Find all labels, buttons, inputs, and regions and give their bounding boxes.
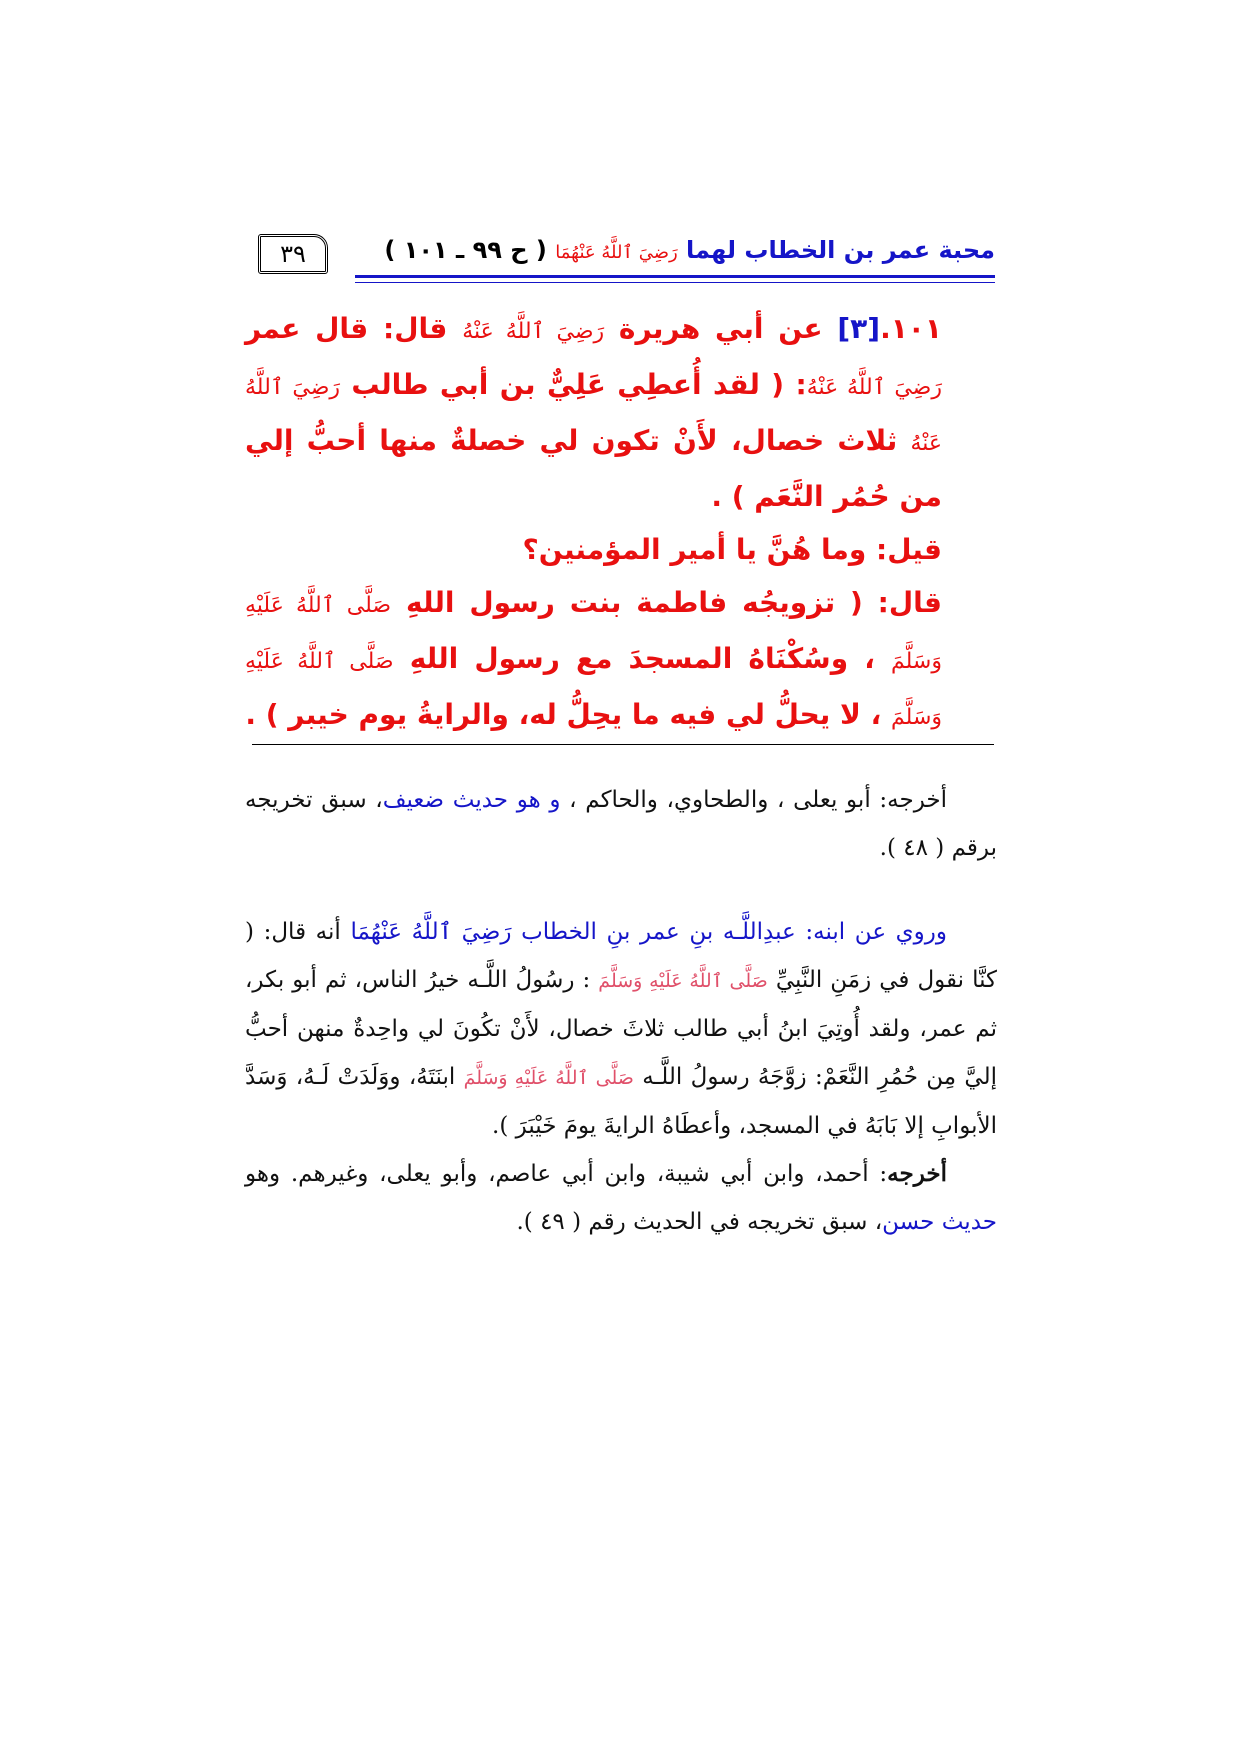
honorific: رَضِيَ ٱللَّهُ عَنْهُ <box>462 319 605 344</box>
note-text: أنه قال: ( كنَّا نقول في زمَنِ النَّبِيِّ <box>245 919 997 993</box>
note-text: : رسُولُ اللَّـه خيرُ الناس، ثم أبو بكر، ثم عمر، ولقد أُوتِيَ ابنُ أبي طالب ثلاثَ خصال، لأَنْ تكُونَ لي واحِدةٌ منهن أحبُّ إليَّ مِن حُمُرِ النَّعَمْ: زوَّجَهُ رسولُ اللَّـه <box>245 967 997 1090</box>
salutation: صَلَّى ٱللَّهُ عَلَيْهِ وَسَلَّمَ <box>245 649 942 730</box>
note-text: ، سبق تخريجه برقم ( ٤٨ ). <box>245 787 997 861</box>
header-rule-thin <box>355 282 995 283</box>
ibn-umar-report <box>245 908 997 1150</box>
hadith-paragraph <box>245 302 997 523</box>
takhrij-note-1 <box>245 776 997 872</box>
hadith-number: ١٠١. <box>880 312 942 345</box>
header-rule <box>355 275 995 278</box>
note-text: ابنَتَهُ، ووَلَدَتْ لَـهُ، وَسَدَّ الأبوابِ إلا بَابَهُ في المسجد، وأعطَاهُ الرايةَ يومَ خَيْبَرَ ). <box>245 1064 997 1139</box>
hadith-segment: ، وسُكْنَاهُ المسجدَ مع رسول اللهِ <box>393 642 891 675</box>
hadith-answer <box>245 576 997 744</box>
hadith-segment: قال: قال عمر <box>245 312 463 345</box>
hadith-segment: ثلاث خصال، لأَنْ تكون لي خصلةٌ منها أحبُّ إلي من حُمُر النَّعَم ) . <box>245 424 942 513</box>
running-header-range: ( ح ٩٩ ـ ١٠١ ) <box>384 236 547 264</box>
hadith-segment: قال: ( تزويجُه فاطمة بنت رسول اللهِ <box>391 586 942 619</box>
hadith-segment: : ( لقد أُعطِي عَلِيٌّ بن أبي طالب <box>340 368 807 401</box>
note-text: أخرجه: أبو يعلى ، والطحاوي، والحاكم ، <box>560 787 947 813</box>
footnotes <box>245 776 997 1246</box>
hadith-grade: و هو حديث ضعيف <box>382 787 561 813</box>
salutation: صَلَّى ٱللَّهُ عَلَيْهِ وَسَلَّمَ <box>463 1067 634 1089</box>
running-header <box>384 236 995 264</box>
salutation: صَلَّى ٱللَّهُ عَلَيْهِ وَسَلَّمَ <box>245 593 942 674</box>
honorific: رَضِيَ ٱللَّهُ عَنْهُ <box>806 375 942 400</box>
running-header-title: محبة عمر بن الخطاب لهما <box>686 236 995 264</box>
hadith-segment: عن أبي هريرة <box>604 312 838 345</box>
running-header-honorific: رَضِيَ ٱللَّهُ عَنْهُمَا <box>555 242 678 263</box>
salutation: صَلَّى ٱللَّهُ عَلَيْهِ وَسَلَّمَ <box>598 970 768 992</box>
honorific: رَضِيَ ٱللَّهُ عَنْهُمَا <box>350 919 512 945</box>
hadith-cross-reference: [٣] <box>837 312 881 345</box>
takhrij-note-2 <box>245 1150 997 1246</box>
hadith-question: قيل: وما هُنَّ يا أمير المؤمنين؟ <box>522 533 942 566</box>
hadith-text <box>245 302 997 744</box>
narrator-intro: وروي عن ابنه: عبدِاللَّـه بنِ عمر بنِ الخطاب <box>511 919 947 945</box>
takhrij-label: أخرجه <box>887 1160 947 1187</box>
footnote-divider <box>252 744 994 745</box>
hadith-segment: ، لا يحلُّ لي فيه ما يحِلُّ له، والرايةُ يوم خيبر ) . <box>245 698 892 731</box>
honorific: رَضِيَ ٱللَّهُ عَنْهُ <box>245 375 942 456</box>
note-text: ، سبق تخريجه في الحديث رقم ( ٤٩ ). <box>516 1209 883 1235</box>
page-number: ٣٩ <box>258 234 328 274</box>
hadith-grade: حديث حسن <box>882 1209 997 1235</box>
note-text: : أحمد، وابن أبي شيبة، وابن أبي عاصم، وأبو يعلى، وغيرهم. وهو <box>245 1161 888 1187</box>
